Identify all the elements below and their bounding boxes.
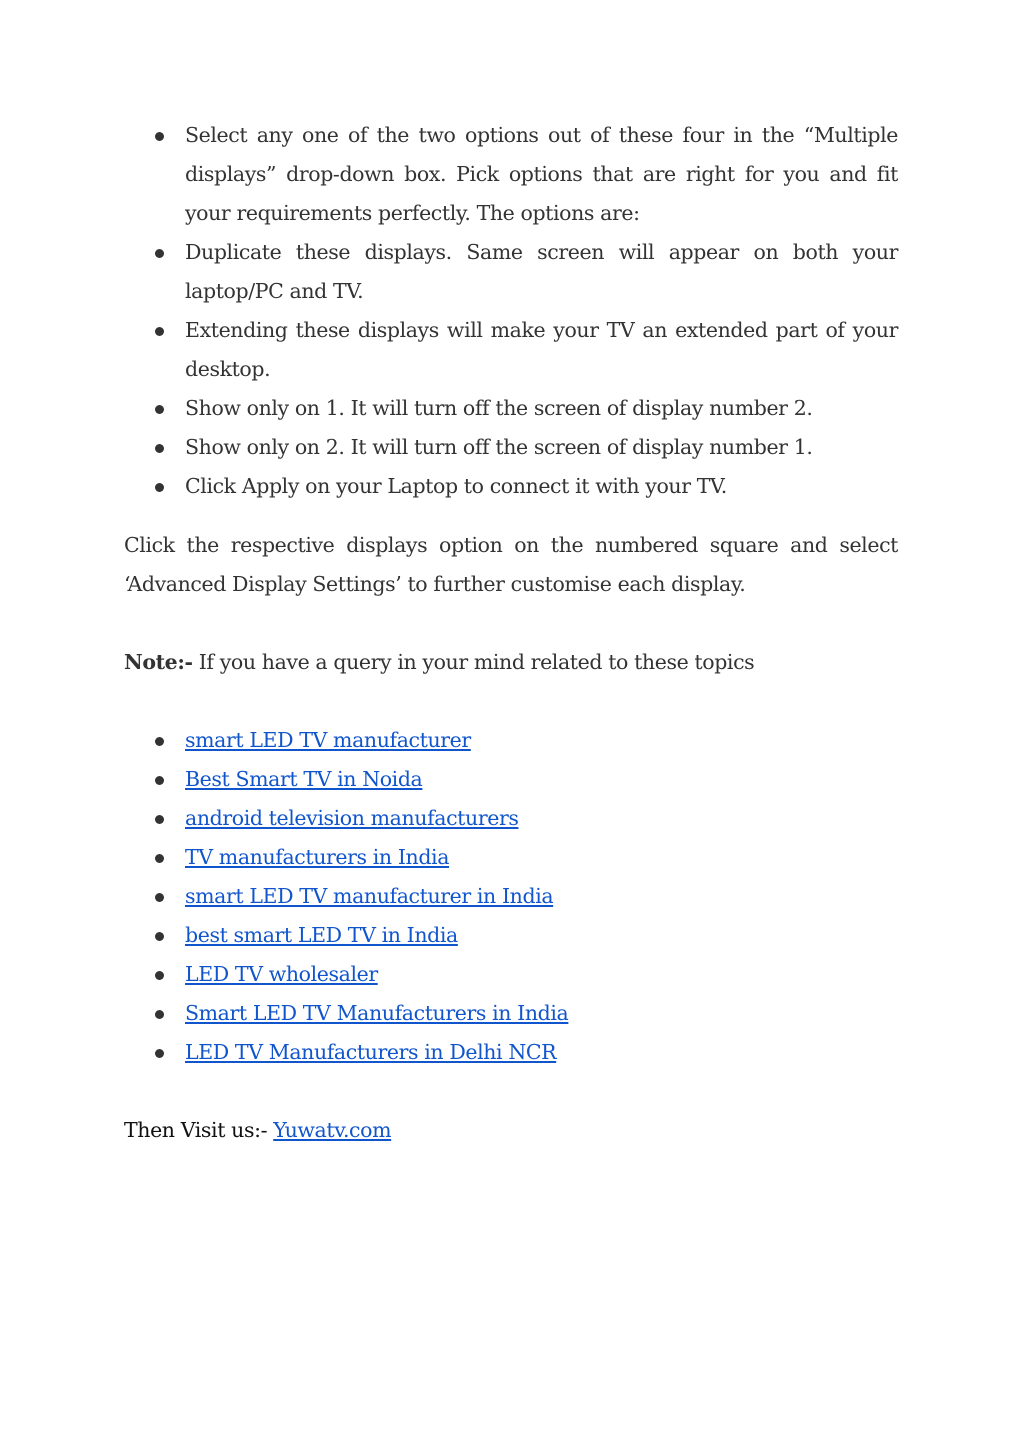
click-paragraph: Click the respective displays option on the numbered square and select ‘Advanced Display Settings’ to further customise each display.: [124, 533, 898, 596]
topic-link[interactable]: TV manufacturers in India: [185, 845, 450, 869]
bullet-icon: [155, 932, 164, 941]
bullet-icon: [155, 737, 164, 746]
list-item: [124, 1033, 898, 1072]
step-text: Duplicate these displays. Same screen will appear on both your laptop/PC and TV.: [185, 240, 898, 303]
bullet-icon: [155, 327, 164, 336]
topic-link[interactable]: Smart LED TV Manufacturers in India: [185, 1001, 569, 1025]
bullet-icon: [155, 854, 164, 863]
bullet-icon: [155, 1049, 164, 1058]
note-paragraph: [124, 643, 898, 682]
visit-paragraph: [124, 1111, 898, 1150]
bullet-icon: [155, 776, 164, 785]
website-link[interactable]: Yuwatv.com: [273, 1118, 392, 1142]
steps-list: [124, 116, 898, 506]
list-item: [124, 916, 898, 955]
bullet-icon: [155, 815, 164, 824]
topic-link[interactable]: Best Smart TV in Noida: [185, 767, 423, 791]
topic-links-list: [124, 721, 898, 1072]
note-text: If you have a query in your mind related to these topics: [192, 650, 755, 674]
list-item: [124, 799, 898, 838]
list-item: [124, 994, 898, 1033]
list-item: [124, 760, 898, 799]
step-text: Show only on 1. It will turn off the screen of display number 2.: [185, 396, 813, 420]
list-item: [124, 389, 898, 428]
step-text: Select any one of the two options out of these four in the “Multiple displays” drop-down box. Pick options that are right for you and fit your requirements perfectly. The options are:: [185, 123, 898, 225]
document-page: [124, 116, 898, 1150]
topic-link[interactable]: smart LED TV manufacturer: [185, 728, 471, 752]
list-item: [124, 467, 898, 506]
list-item: [124, 233, 898, 311]
bullet-icon: [155, 405, 164, 414]
bullet-icon: [155, 893, 164, 902]
bullet-icon: [155, 444, 164, 453]
visit-label: Then Visit us:-: [124, 1118, 274, 1142]
list-item: [124, 955, 898, 994]
topic-link[interactable]: LED TV wholesaler: [185, 962, 378, 986]
bullet-icon: [155, 483, 164, 492]
list-item: [124, 838, 898, 877]
note-label: Note:-: [124, 650, 193, 674]
bullet-icon: [155, 1010, 164, 1019]
topic-link[interactable]: LED TV Manufacturers in Delhi NCR: [185, 1040, 557, 1064]
bullet-icon: [155, 971, 164, 980]
step-text: Extending these displays will make your TV an extended part of your desktop.: [185, 318, 898, 381]
step-text: Click Apply on your Laptop to connect it with your TV.: [185, 474, 727, 498]
bullet-icon: [155, 132, 164, 141]
topic-link[interactable]: smart LED TV manufacturer in India: [185, 884, 554, 908]
list-item: [124, 311, 898, 389]
topic-link[interactable]: android television manufacturers: [185, 806, 519, 830]
topic-link[interactable]: best smart LED TV in India: [185, 923, 458, 947]
list-item: [124, 428, 898, 467]
list-item: [124, 721, 898, 760]
list-item: [124, 116, 898, 233]
step-text: Show only on 2. It will turn off the screen of display number 1.: [185, 435, 813, 459]
bullet-icon: [155, 249, 164, 258]
list-item: [124, 877, 898, 916]
